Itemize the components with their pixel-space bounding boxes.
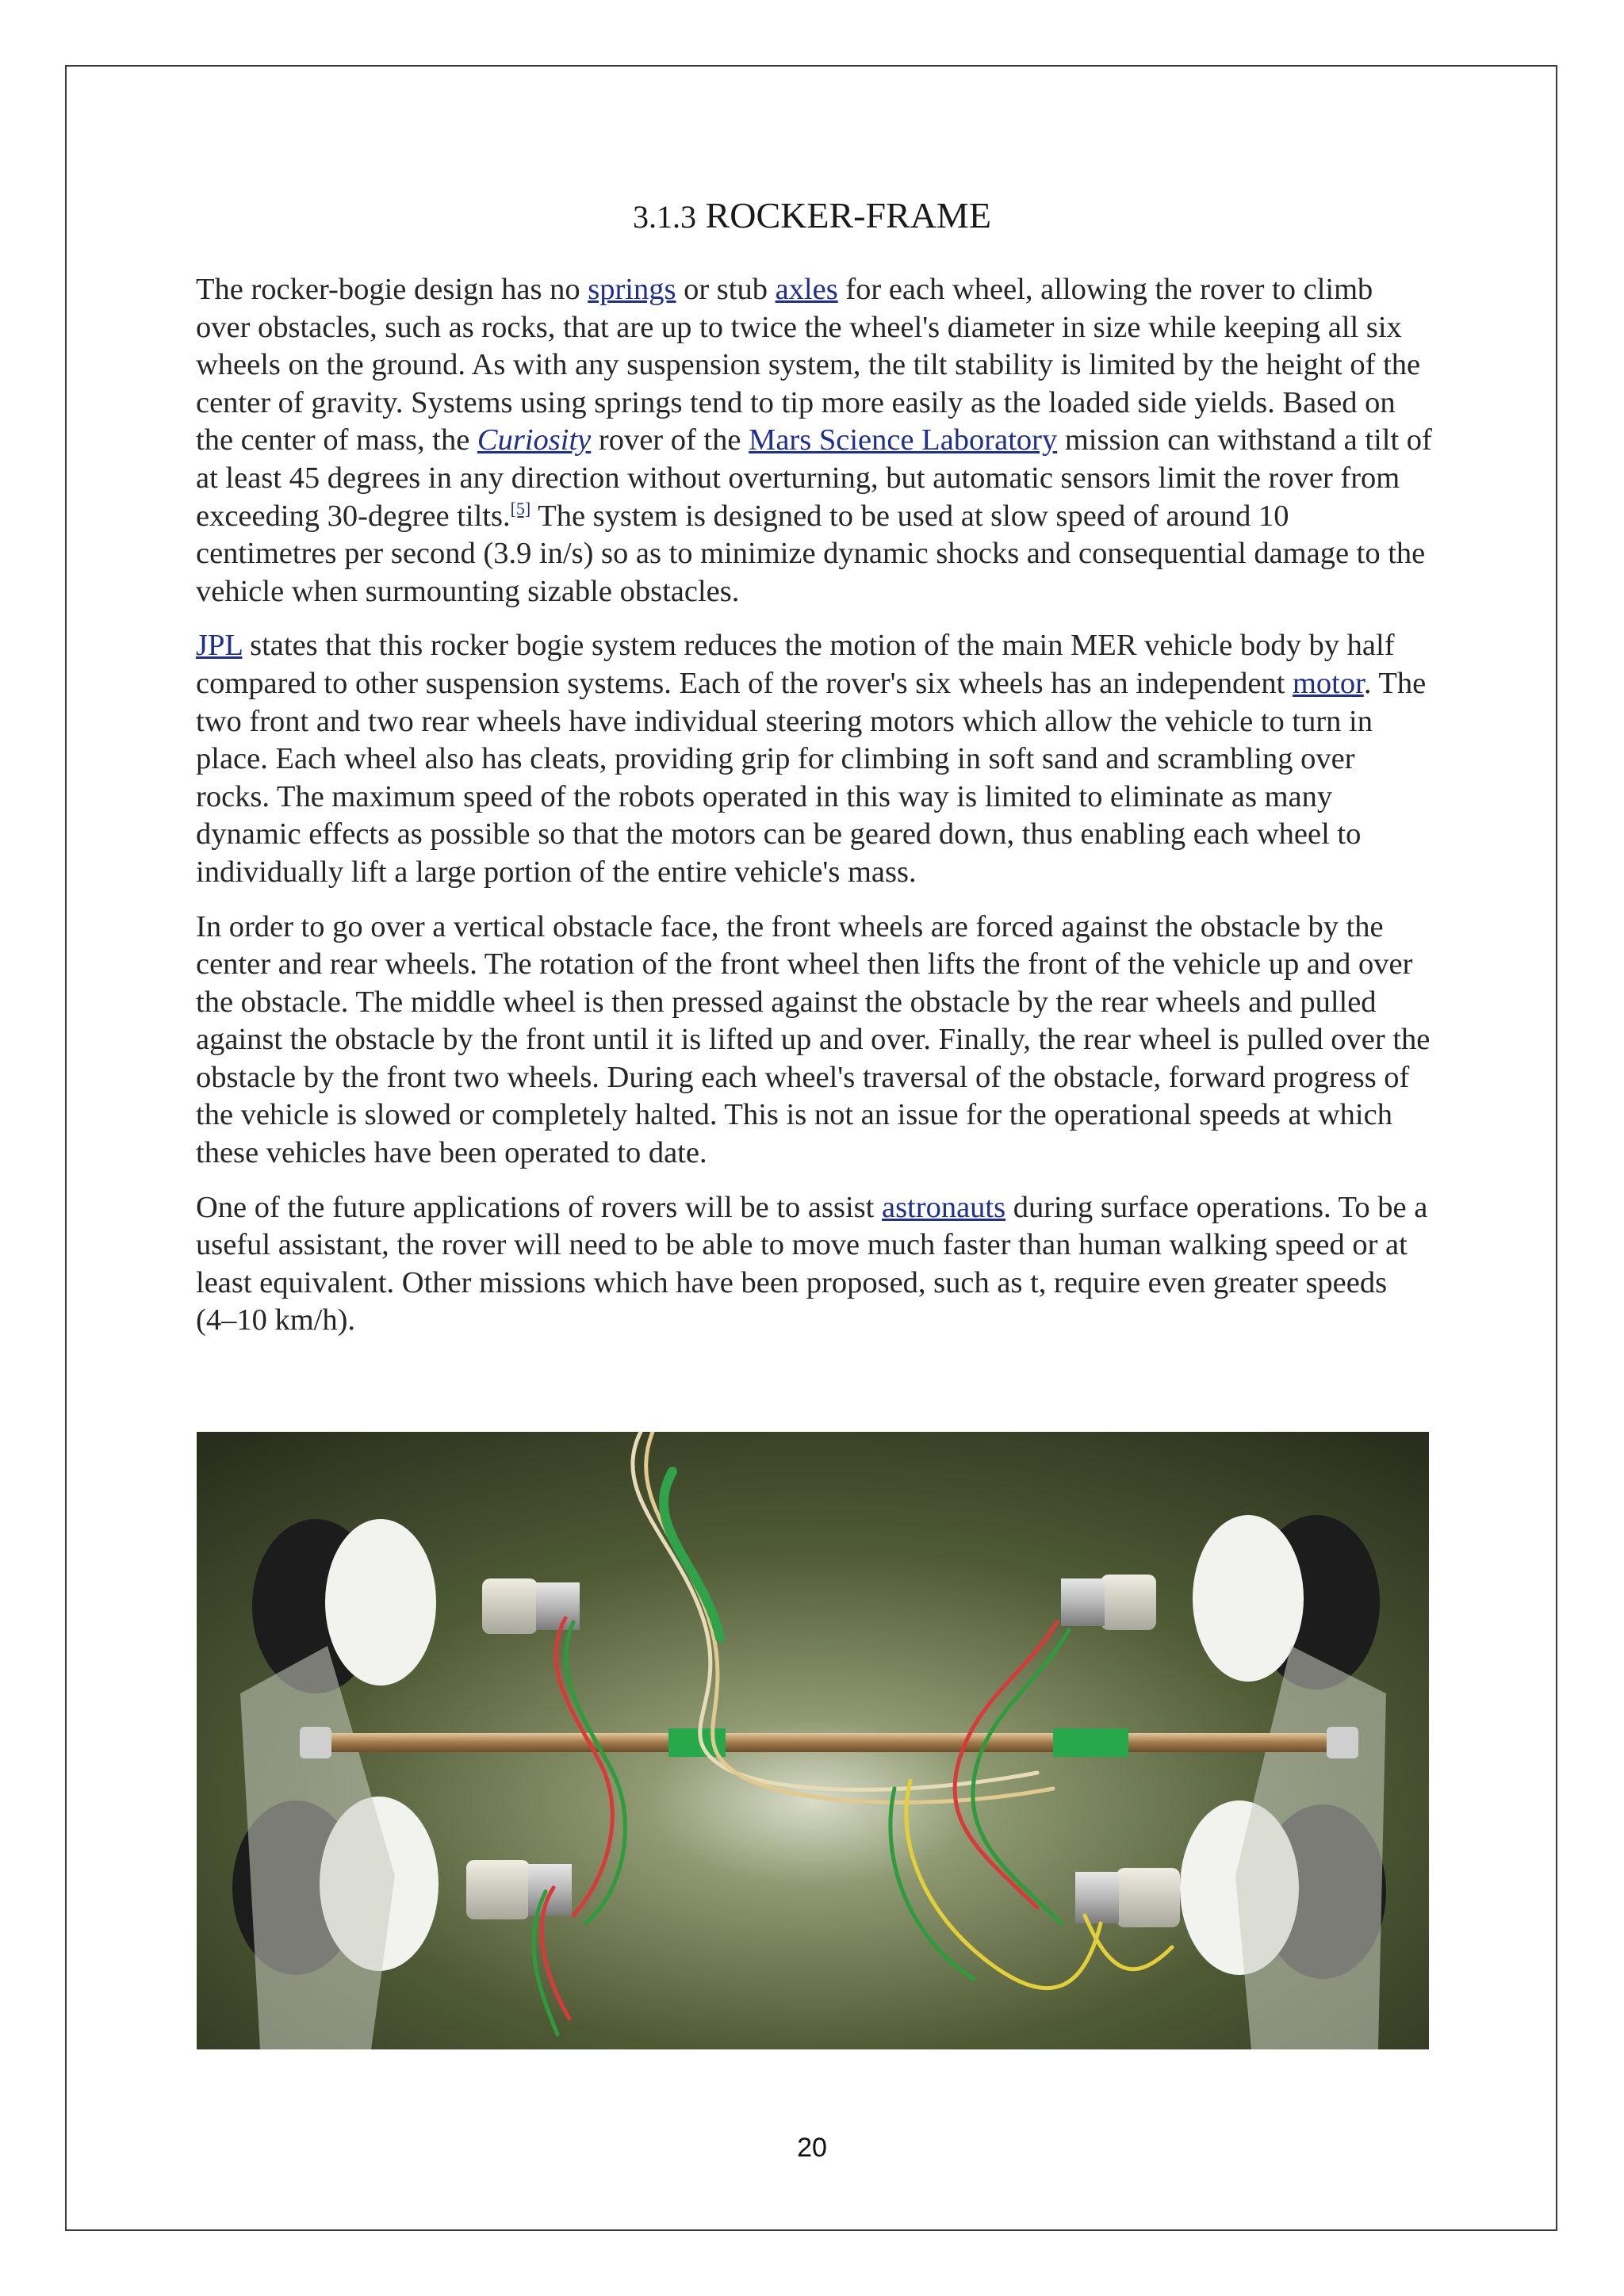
paragraph-4 bbox=[196, 1189, 1433, 1340]
text-run: The rocker-bogie design has no bbox=[196, 273, 588, 306]
link-astronauts[interactable]: astronauts bbox=[881, 1190, 1006, 1224]
text-run: The system is designed to be used at slow speed of around 10 centimetres per second (3.9 in/s) so as to minimize dynamic shocks and consequential damage to the vehicle when surmounting sizable obstacles. bbox=[196, 499, 1426, 608]
link-jpl[interactable]: JPL bbox=[196, 629, 243, 663]
link-springs[interactable]: springs bbox=[588, 273, 676, 306]
text-run: states that this rocker bogie system reduces the motion of the main MER vehicle body by half compared to other suspension systems. Each of the rover's six wheels has an independent bbox=[196, 629, 1395, 700]
link-mars-science-laboratory[interactable]: Mars Science Laboratory bbox=[749, 423, 1058, 457]
link-axles[interactable]: axles bbox=[775, 273, 838, 306]
wheel-front-left bbox=[252, 1519, 436, 1693]
link-motor[interactable]: motor bbox=[1292, 666, 1364, 700]
paragraph-3: In order to go over a vertical obstacle face, the front wheels are forced against the obstacle by the center and rear wheels. The rotation of the front wheel then lifts the front of the vehicle up and over the obstacle. The middle wheel is then pressed against the obstacle by the rear wheels and pulled against the obstacle by the front until it is lifted up and over. Finally, the rear wheel is pulled over the obstacle by the front two wheels. During each wheel's traversal of the obstacle, forward progress of the vehicle is slowed or completely halted. This is not an issue for the operational speeds at which these vehicles have been operated to date. bbox=[196, 909, 1431, 1170]
section-title: ROCKER-FRAME bbox=[705, 195, 991, 235]
text-run: or stub bbox=[676, 273, 776, 306]
body-text bbox=[196, 271, 1433, 1357]
text-run: during surface operations. To be a useful assistant, the rover will need to be able to move much faster than human walking speed or at least equivalent. Other missions which have been proposed, such as t, require even greater speeds (4–10 km/h). bbox=[196, 1190, 1428, 1337]
text-run: mission can withstand a tilt of at least 45 degrees in any direction without overturning, but automatic sensors limit the rover from exceeding 30-degree tilts. bbox=[196, 423, 1432, 533]
link-curiosity[interactable]: Curiosity bbox=[477, 423, 592, 457]
section-number: 3.1.3 bbox=[633, 199, 697, 235]
text-run: One of the future applications of rovers will be to assist bbox=[196, 1190, 882, 1224]
section-heading bbox=[0, 194, 1624, 236]
rover-frame-photo bbox=[197, 1432, 1429, 2049]
motor-rear-right bbox=[1075, 1868, 1180, 1927]
citation-link[interactable]: [5] bbox=[510, 498, 531, 519]
motor-front-right bbox=[1061, 1575, 1156, 1630]
text-run: for each wheel, allowing the rover to climb over obstacles, such as rocks, that are up to twice the wheel's diameter in size while keeping all six wheels on the ground. As with any suspension system, the tilt stability is limited by the height of the center of gravity. Systems using springs tend to tip more easily as the loaded side yields. Based on the center of mass, the bbox=[196, 273, 1421, 457]
wheel-front-right bbox=[1193, 1515, 1380, 1689]
paragraph-1 bbox=[196, 271, 1433, 610]
rover-frame-illustration bbox=[197, 1432, 1429, 2049]
motor-front-left bbox=[482, 1578, 580, 1634]
page-number: 20 bbox=[797, 2133, 827, 2163]
paragraph-2 bbox=[196, 627, 1433, 891]
motor-rear-left bbox=[466, 1860, 572, 1919]
text-run: . The two front and two rear wheels have individual steering motors which allow the vehicle to turn in place. Each wheel also has cleats, providing grip for climbing in soft sand and scrambling over rocks. The maximum speed of the robots operated in this way is limited to eliminate as many dynamic effects as possible so that the motors can be geared down, thus enabling each wheel to individually lift a large portion of the entire vehicle's mass. bbox=[196, 666, 1427, 889]
text-run: rover of the bbox=[591, 423, 749, 457]
